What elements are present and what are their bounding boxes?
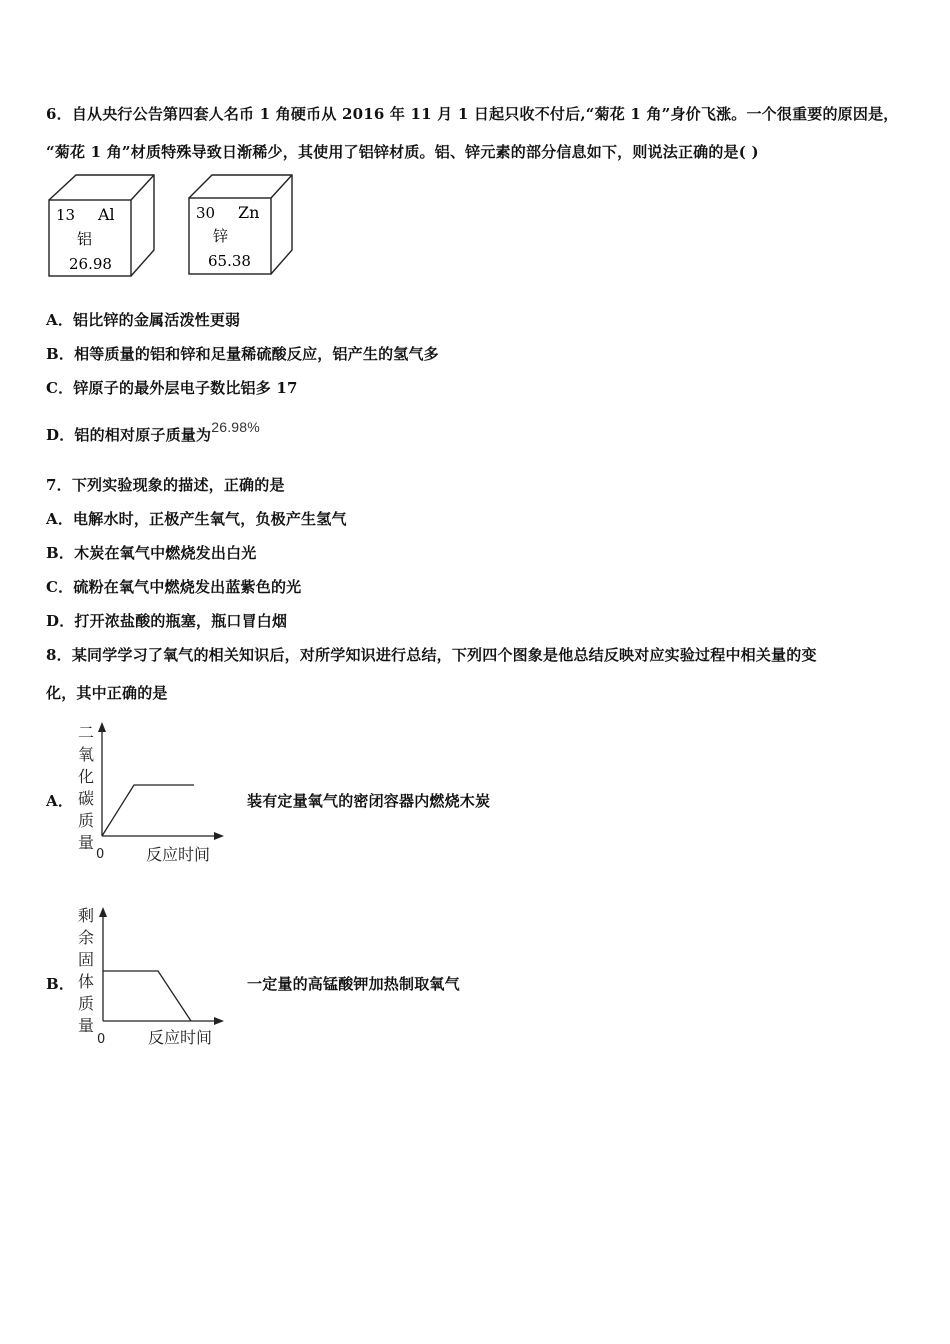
q6-stem-line1: 6．自从央行公告第四套人名币 1 角硬币从 2016 年 11 月 1 日起只收不付后,“菊花 1 角”身价飞涨。一个很重要的原因是， xyxy=(46,105,899,123)
graph-b-ylabel-char: 量 xyxy=(78,1016,95,1035)
graph-a-ylabel-char: 氧 xyxy=(78,745,95,764)
q8-stem-line1: 8．某同学学习了氧气的相关知识后，对所学知识进行总结，下列四个图象是他总结反映对应实验过程中相关量的变 xyxy=(46,646,817,664)
graph-a-ylabel-char: 质 xyxy=(78,811,95,830)
q6-option-c: C．锌原子的最外层电子数比铝多 17 xyxy=(46,379,298,397)
q8-option-b-label: B． xyxy=(46,975,75,993)
zn-symbol: Zn xyxy=(238,203,260,222)
graph-a-ylabel-char: 量 xyxy=(78,833,95,852)
graph-a-ylabel-char: 化 xyxy=(78,767,95,786)
graph-a-ylabel-char: 二 xyxy=(78,723,95,742)
graph-b-ylabel-char: 剩 xyxy=(78,906,95,925)
zn-atomic-mass: 65.38 xyxy=(208,252,251,270)
al-atomic-number: 13 xyxy=(56,206,76,224)
graph-b-x-arrow xyxy=(214,1017,224,1025)
q7-option-d: D．打开浓盐酸的瓶塞，瓶口冒白烟 xyxy=(46,612,288,630)
graph-b-ylabel-char: 体 xyxy=(78,972,95,991)
element-card-aluminium xyxy=(46,172,158,280)
graph-b-ylabel-char: 质 xyxy=(78,994,95,1013)
q8-option-a-desc: 装有定量氧气的密闭容器内燃烧木炭 xyxy=(247,792,491,810)
graph-b-origin: 0 xyxy=(97,1032,106,1047)
element-card-zinc xyxy=(186,172,298,280)
graph-a-origin: 0 xyxy=(96,847,105,862)
q6-option-d-value: 26.98% xyxy=(211,419,260,435)
graph-b-ylabel-char: 余 xyxy=(78,928,95,947)
graph-a-xlabel: 反应时间 xyxy=(146,845,211,864)
q8-option-b-desc: 一定量的高锰酸钾加热制取氧气 xyxy=(247,975,460,993)
al-atomic-mass: 26.98 xyxy=(69,255,112,273)
graph-b-curve xyxy=(103,971,191,1021)
q6-option-b: B．相等质量的铝和锌和足量稀硫酸反应，铝产生的氢气多 xyxy=(46,345,439,363)
q6-stem-line2: “菊花 1 角”材质特殊导致日渐稀少，其使用了铝锌材质。铝、锌元素的部分信息如下，则说法正确的是( ) xyxy=(46,143,759,161)
q7-option-a: A．电解水时，正极产生氧气，负极产生氢气 xyxy=(46,510,347,528)
q7-option-c: C．硫粉在氧气中燃烧发出蓝紫色的光 xyxy=(46,578,302,596)
graph-b-ylabel-char: 固 xyxy=(78,950,95,969)
graph-a-y-arrow xyxy=(98,722,106,732)
q6-option-d xyxy=(46,419,260,445)
q8-graph-a xyxy=(76,718,226,866)
q8-graph-b xyxy=(76,903,226,1053)
q6-option-a: A．铝比锌的金属活泼性更弱 xyxy=(46,311,241,329)
q7-stem: 7．下列实验现象的描述，正确的是 xyxy=(46,476,285,494)
graph-b-xlabel: 反应时间 xyxy=(148,1028,213,1047)
al-symbol: Al xyxy=(98,205,115,224)
zn-atomic-number: 30 xyxy=(196,204,216,222)
q8-option-a-label: A． xyxy=(46,792,74,810)
q8-stem-line2: 化，其中正确的是 xyxy=(46,684,168,702)
al-name: 铝 xyxy=(77,230,93,248)
zn-name: 锌 xyxy=(213,227,229,245)
graph-a-x-arrow xyxy=(214,832,224,840)
graph-a-ylabel-char: 碳 xyxy=(78,789,95,808)
q7-option-b: B．木炭在氧气中燃烧发出白光 xyxy=(46,544,257,562)
graph-b-y-arrow xyxy=(99,907,107,917)
q6-option-d-text: D．铝的相对原子质量为 xyxy=(46,426,212,444)
graph-a-curve xyxy=(102,785,194,836)
